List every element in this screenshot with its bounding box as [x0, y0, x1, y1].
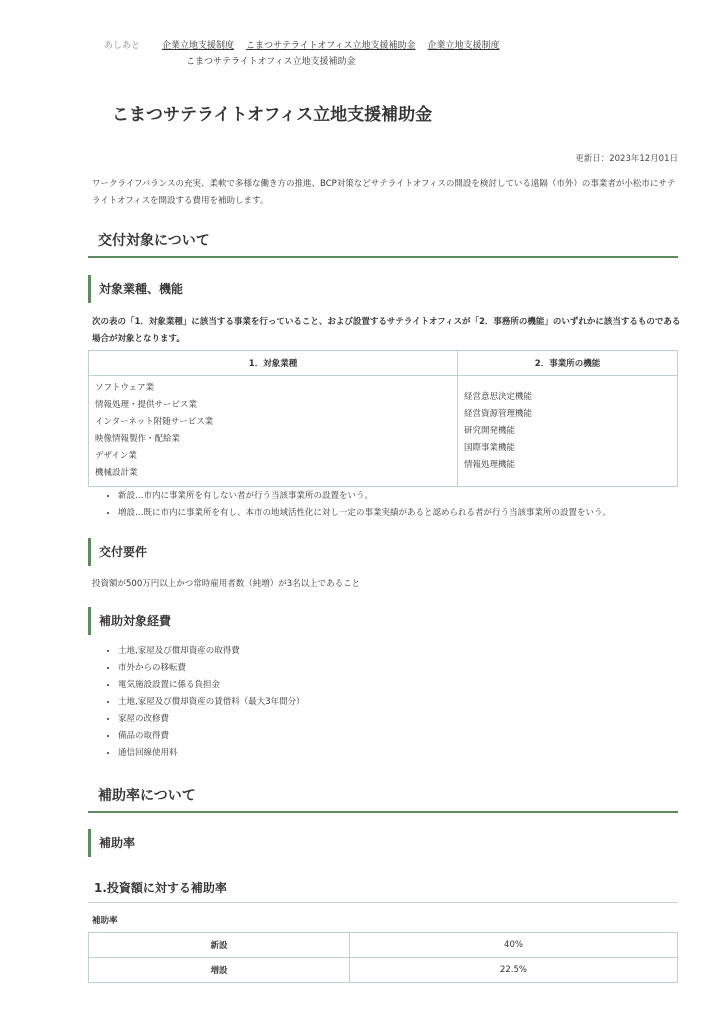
- function-list-cell: [458, 376, 678, 487]
- table-header-industry: 1．対象業種: [89, 351, 458, 376]
- list-item: • 備品の取得費: [118, 728, 305, 745]
- definition-notes: [104, 488, 688, 522]
- function-item: 国際事業機能: [464, 442, 516, 453]
- rate-value: 40%: [350, 933, 678, 958]
- breadcrumb-link-2[interactable]: こまつサテライトオフィス立地支援補助金: [246, 41, 416, 51]
- rate-label: 増設: [89, 958, 350, 983]
- table-row: [89, 958, 678, 983]
- breadcrumb-label: あしあと: [104, 41, 141, 51]
- industry-item: インターネット附随サービス業: [95, 417, 214, 427]
- function-item: 情報処理機能: [464, 459, 516, 470]
- requirements-text: 投資額が500万円以上かつ常時雇用者数（純増）が3名以上であること: [92, 579, 361, 589]
- breadcrumb-current: こまつサテライトオフィス立地支援補助金: [186, 57, 356, 67]
- subheading-rate: 補助率: [88, 829, 135, 857]
- rate-label: 新設: [89, 933, 350, 958]
- table-row: [89, 933, 678, 958]
- breadcrumb-link-1[interactable]: 企業立地支援制度: [162, 41, 235, 51]
- list-item: • 通信回線使用料: [118, 745, 305, 762]
- industries-table: [88, 350, 678, 487]
- industry-item: 情報処理・提供サービス業: [95, 400, 198, 410]
- industry-item: デザイン業: [95, 451, 137, 461]
- rate-value: 22.5%: [350, 958, 678, 983]
- intro-text: ワークライフバランスの充実、柔軟で多様な働き方の推進、BCP対策などサテライトオフィスの開設を検討している遠隔（市外）の事業者が小松市にサテライトオフィスを開設する費用を補助します。: [92, 179, 676, 206]
- subheading-investment-rate: 1.投資額に対する補助率: [88, 879, 678, 903]
- industry-list-cell: [89, 376, 458, 487]
- function-item: 研究開発機能: [464, 425, 516, 436]
- section-heading-eligibility: 交付対象について: [88, 230, 678, 258]
- rate-table: [88, 932, 678, 983]
- page-title: こまつサテライトオフィス立地支援補助金: [112, 105, 433, 125]
- list-item: • 電気施設設置に係る負担金: [118, 677, 305, 694]
- list-item: • 土地,家屋及び償却資産の取得費: [118, 643, 305, 660]
- industries-lead: 次の表の「1．対象業種」に該当する事業を行っていること、および設置するサテライトオフィスが「2．事務所の機能」のいずれかに該当するものである場合が対象となります。: [92, 317, 681, 344]
- expenses-list: [104, 643, 305, 762]
- list-item: • 増設…既に市内に事業所を有し、本市の地域活性化に対し一定の事業実績があると認められる者が行う当該事業所の設置をいう。: [118, 505, 688, 522]
- subheading-expenses: 補助対象経費: [88, 607, 171, 635]
- list-item: • 家屋の改修費: [118, 711, 305, 728]
- list-item: • 土地,家屋及び償却資産の賃借料（最大3年間分）: [118, 694, 305, 711]
- subheading-requirements: 交付要件: [88, 538, 147, 566]
- industry-item: 映像情報製作・配給業: [95, 434, 181, 444]
- industry-item: 機械設計業: [95, 468, 138, 478]
- list-item: • 新設…市内に事業所を有しない者が行う当該事業所の設置をいう。: [118, 488, 688, 505]
- updated-date: 更新日：2023年12月01日: [575, 154, 678, 164]
- list-item: • 市外からの移転費: [118, 660, 305, 677]
- function-item: 経営資源管理機能: [464, 408, 533, 419]
- table-header-function: 2．事業所の機能: [458, 351, 678, 376]
- breadcrumb-link-3[interactable]: 企業立地支援制度: [427, 41, 500, 51]
- breadcrumb: [104, 38, 664, 70]
- subheading-industries: 対象業種、機能: [88, 275, 183, 303]
- function-item: 経営意思決定機能: [464, 391, 533, 402]
- rate-table-caption: 補助率: [92, 916, 118, 926]
- industry-item: ソフトウェア業: [95, 383, 155, 393]
- section-heading-rate: 補助率について: [88, 785, 678, 813]
